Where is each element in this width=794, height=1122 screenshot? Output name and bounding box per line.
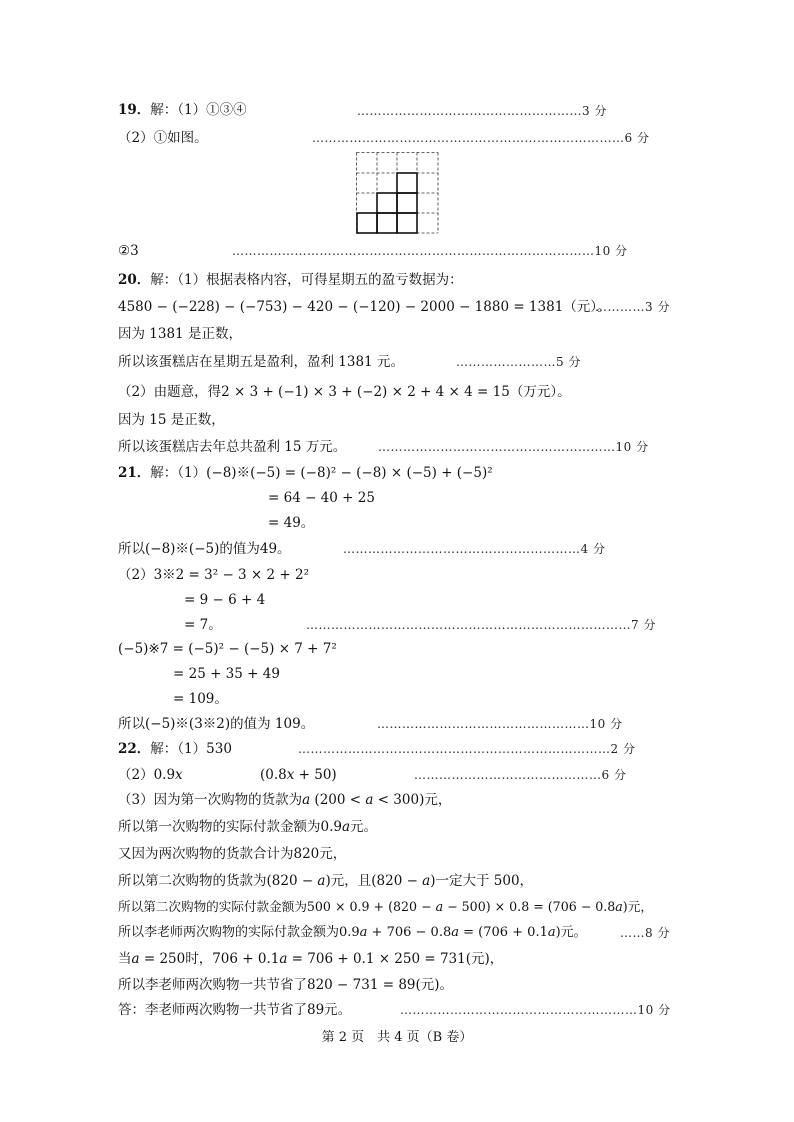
q21-line6: = 9 − 6 + 4 (184, 592, 266, 608)
q22-line7: 所以第二次购物的实际付款金额为500 × 0.9 + (820 − 𝑎 − 500) × 0.8 = (706 − 0.8𝑎)元， (118, 899, 653, 914)
q20-line5: （2）由题意，得2 × 3 + (−1) × 3 + (−2) × 2 + 4 × 4 = 15（万元）。 (118, 384, 571, 400)
q20-score-2: …………3 分 (595, 300, 670, 314)
q20-line3: 因为 1381 是正数， (118, 326, 242, 342)
q21-line10: = 109。 (173, 691, 228, 707)
q21-score-11: ……………………………………………10 分 (377, 717, 623, 731)
q21-line2: = 64 − 40 + 25 (268, 490, 375, 506)
q20-text-1: 解：（1）根据表格内容，可得星期五的盈亏数据为： (150, 272, 463, 288)
q20-score-4: ……………………5 分 (456, 355, 581, 369)
q20-score-7: …………………………………………………10 分 (378, 440, 649, 454)
q22-line10: 所以李老师两次购物一共节省了820 − 731 = 89(元)。 (118, 977, 454, 993)
solid-figure-outline (357, 173, 417, 233)
q19-line1 (118, 101, 247, 119)
q22-line9: 当𝑎 = 250时，706 + 0.1𝑎 = 706 + 0.1 × 250 = 731(元)， (118, 951, 504, 967)
q22-line4: 所以第一次购物的实际付款金额为0.9𝑎元。 (118, 819, 378, 835)
q21-text-1: 解：（1）(−8)※(−5) = (−8)² − (−8) × (−5) + (−5)² (150, 465, 493, 481)
q21-line8: (−5)※7 = (−5)² − (−5) × 7 + 7² (118, 641, 337, 657)
q22-score-1: …………………………………………………………………2 分 (298, 742, 636, 756)
q21-line11: 所以(−5)※(3※2)的值为 109。 (118, 716, 315, 732)
q19-grid-figure (356, 152, 440, 236)
q22-text-1: 解：（1）530 (150, 741, 232, 757)
q22-line1 (118, 740, 232, 758)
q21-line3: = 49。 (268, 515, 315, 531)
q20-number: 20． (118, 272, 151, 288)
q21-line5: （2）3※2 = 3² − 3 × 2 + 2² (118, 567, 310, 583)
page-footer: 第 2 页 共 4 页（B 卷） (321, 1030, 473, 1045)
q22-score-2: ………………………………………6 分 (414, 768, 627, 782)
q22-number: 22． (118, 741, 151, 757)
q21-score-7: ……………………………………………………………………7 分 (306, 618, 656, 632)
q20-line1 (118, 271, 463, 289)
q20-line6: 因为 15 是正数， (118, 412, 225, 428)
q21-line7: = 7。 (184, 617, 222, 633)
q20-line4: 所以该蛋糕店在星期五是盈利，盈利 1381 元。 (118, 354, 404, 370)
q21-line9: = 25 + 35 + 49 (173, 666, 280, 682)
q19-answer-1: 解：（1）①③④ (150, 102, 247, 118)
q21-line4: 所以(−8)※(−5)的值为49。 (118, 541, 291, 557)
q22-line8: 所以李老师两次购物的实际付款金额为0.9𝑎 + 706 − 0.8𝑎 = (706 + 0.1𝑎)元。 (118, 925, 587, 940)
q21-number: 21． (118, 465, 151, 481)
q19-score-2: …………………………………………………………………6 分 (312, 131, 650, 145)
q19-score-1: ………………………………………………3 分 (357, 104, 607, 118)
q22-line6: 所以第二次购物的货款为(820 − 𝑎)元，且(820 − 𝑎)一定大于 500， (118, 873, 534, 889)
q19-score-3: ……………………………………………………………………………10 分 (232, 244, 628, 258)
q20-line7: 所以该蛋糕店去年总共盈利 15 万元。 (118, 439, 347, 455)
q21-line1 (118, 464, 493, 482)
q20-line2: 4580 − (−228) − (−753) − 420 − (−120) − 2000 − 1880 = 1381（元）。 (118, 299, 611, 315)
q22-line5: 又因为两次购物的货款合计为820元， (118, 846, 347, 862)
q22-line2a: （2）0.9𝑥 (118, 767, 183, 783)
q19-number: 19． (118, 102, 151, 118)
q22-score-11: …………………………………………………10 分 (400, 1003, 671, 1017)
q19-line2: （2）①如图。 (118, 130, 208, 146)
q22-line3: （3）因为第一次购物的货款为𝑎 (200 < 𝑎 < 300)元， (118, 792, 452, 808)
q21-score-4: …………………………………………………4 分 (343, 542, 606, 556)
q19-line3: ②3 (118, 243, 139, 259)
q22-line11: 答：李老师两次购物一共节省了89元。 (118, 1002, 352, 1018)
q22-score-8: ……8 分 (620, 926, 670, 940)
q22-line2b: (0.8𝑥 + 50) (260, 767, 337, 783)
